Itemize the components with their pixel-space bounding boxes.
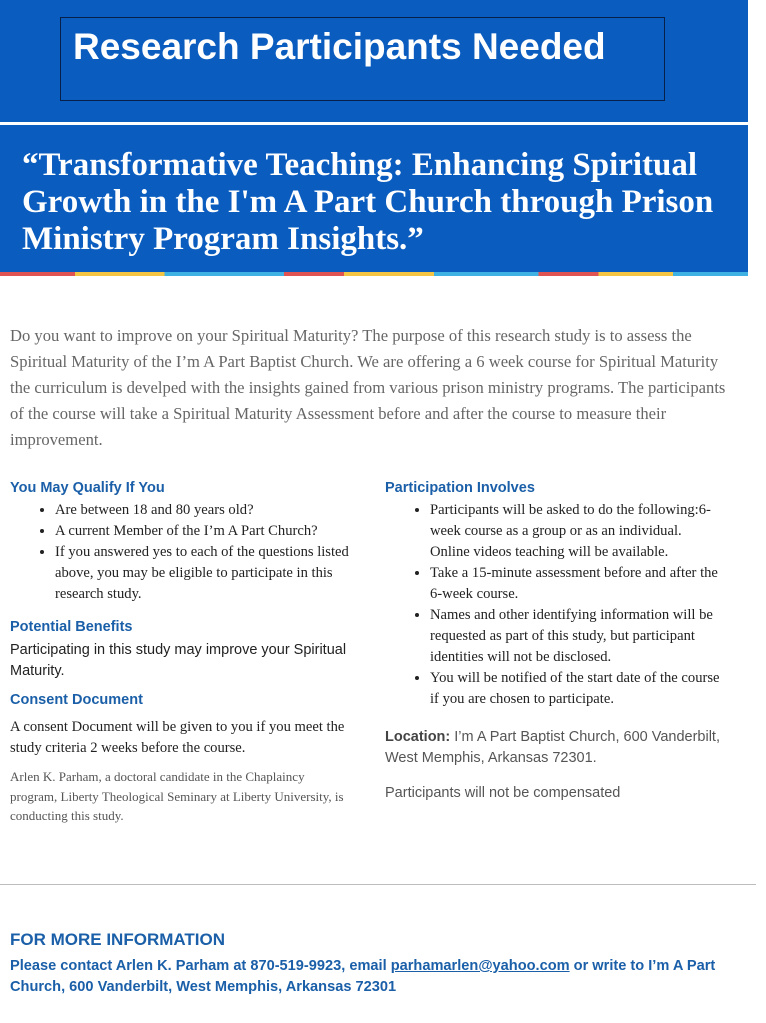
location-address: I’m A Part Baptist Church, 600 Vanderbilt, West Memphis, Arkansas 72301. [385,729,720,766]
intro-paragraph: Do you want to improve on your Spiritual Maturity? The purpose of this research study is to assess the Spiritual Maturity of the I’m A Part Baptist Church. We are offering a 6 week course for Spiritual Maturity the curriculum is develped with the insights gained from various prison ministry programs. The participants of the course will take a Spiritual Maturity Assessment before and after the course to measure their improvement. [10,326,726,449]
list-item: • Names and other identifying information will be requested as part of this study, but participant identities will not be disclosed. [430,605,720,668]
benefits-text: Participating in this study may improve your Spiritual Maturity. [10,642,347,679]
participation-list [385,500,720,710]
consent-heading: Consent Document [10,692,143,708]
list-item: • You will be notified of the start date of the course if you are chosen to participate. [430,668,720,710]
color-stripe [0,272,748,276]
contact-text: Please contact Arlen K. Parham at 870-519-9923, email [10,958,391,974]
contact-info [10,956,750,998]
qualify-list [10,500,350,605]
qualify-heading: You May Qualify If You [10,480,165,496]
section-divider [0,884,756,885]
contact-address: or write to I’m A Part Church, 600 Vanderbilt, West Memphis, Arkansas 72301 [10,958,716,995]
page-title: Research Participants Needed [73,26,606,67]
list-item: • Participants will be asked to do the following:6-week course as a group or as an individual. Online videos teaching will be available. [430,500,720,563]
participation-heading: Participation Involves [385,480,535,496]
list-item: • Are between 18 and 80 years old? [55,500,350,521]
location-label: Location: [385,729,451,745]
consent-text: A consent Document will be given to you if you meet the study criteria 2 weeks before the course. [10,719,345,756]
more-info-heading: FOR MORE INFORMATION [10,930,225,949]
list-item: • A current Member of the I’m A Part Church? [55,521,350,542]
compensation-note: Participants will not be compensated [385,785,621,801]
email-link[interactable]: parhamarlen@yahoo.com [390,958,570,974]
right-column [385,480,720,804]
list-item: • If you answered yes to each of the questions listed above, you may be eligible to participate in this research study. [55,542,350,605]
left-column [10,480,350,826]
researcher-note: Arlen K. Parham, a doctoral candidate in the Chaplaincy program, Liberty Theological Seminary at Liberty University, is conducting this study. [10,769,344,823]
header-divider [0,122,748,125]
study-title: “Transformative Teaching: Enhancing Spiritual Growth in the I'm A Part Church through Prison Ministry Program Insights.” [22,147,714,257]
location [385,727,720,769]
benefits-heading: Potential Benefits [10,619,133,635]
list-item: • Take a 15-minute assessment before and after the 6-week course. [430,563,720,605]
